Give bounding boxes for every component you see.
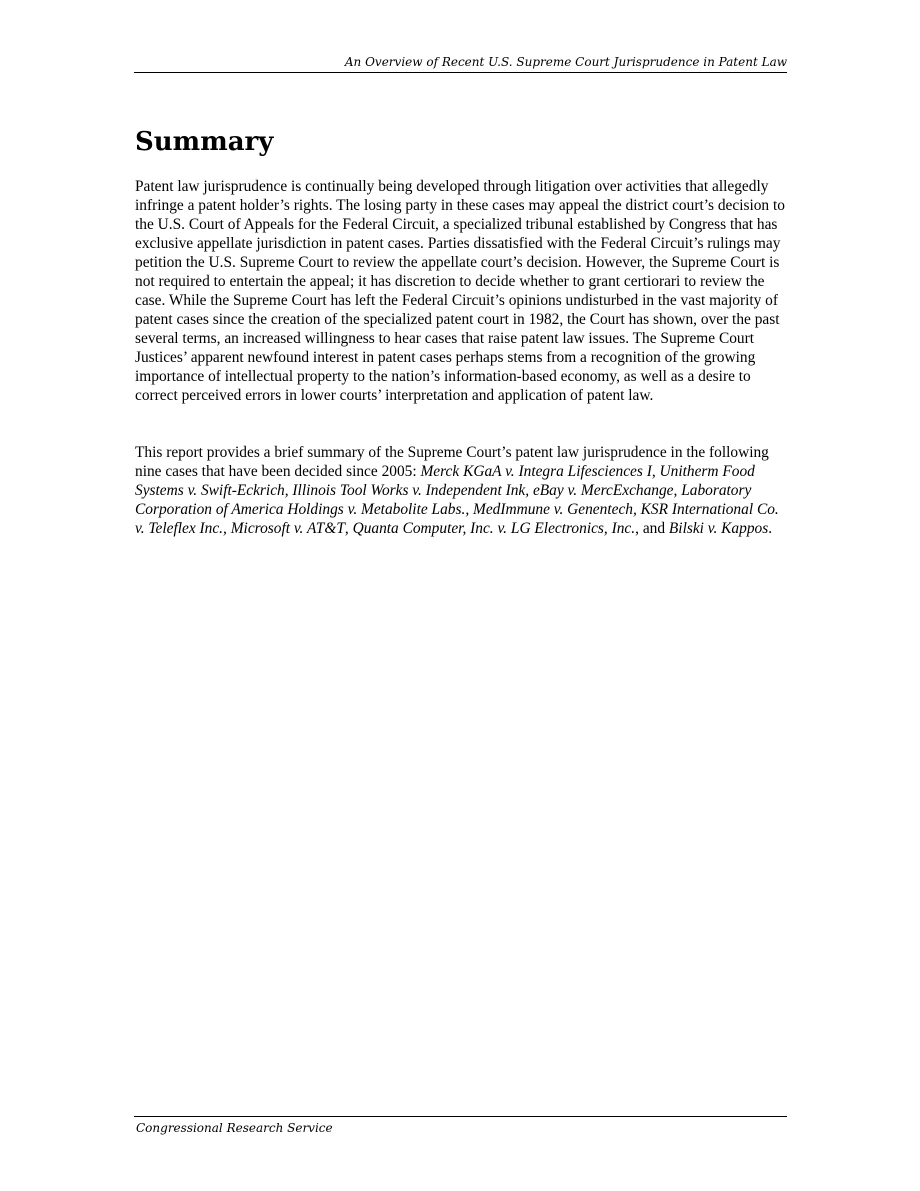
page-title: Summary — [135, 127, 274, 157]
paragraph-2-end: . — [768, 520, 773, 537]
case-list-last: Bilski v. Kappos — [668, 520, 769, 537]
running-footer: Congressional Research Service — [136, 1121, 333, 1135]
paragraph-2-intro: This report provides a brief summary of the Supreme Court’s patent law jurisprudence in the following nine cases that have been decided since 2005: — [135, 444, 769, 480]
summary-paragraph-1: Patent law jurisprudence is continually being developed through litigation over activities that allegedly infringe a patent holder’s rights. The losing party in these cases may appeal the district court’s decision to the U.S. Court of Appeals for the Federal Circuit, a specialized tribunal established by Congress that has exclusive appellate jurisdiction in patent cases. Parties dissatisfied with the Federal Circuit’s rulings may petition the U.S. Supreme Court to review the appellate court’s decision. However, the Supreme Court is not required to entertain the appeal; it has discretion to decide whether to grant certiorari to review the case. While the Supreme Court has left the Federal Circuit’s opinions undisturbed in the vast majority of patent cases since the creation of the specialized patent court in 1982, the Court has shown, over the past several terms, an increased willingness to hear cases that raise patent law issues. The Supreme Court Justices’ apparent newfound interest in patent cases perhaps stems from a recognition of the growing importance of intellectual property to the nation’s information-based economy, as well as a desire to correct perceived errors in lower courts’ interpretation and application of patent law. — [135, 178, 785, 404]
summary-paragraph-2 — [135, 443, 787, 538]
case-list-group-1: Merck KGaA v. Integra Lifesciences I, Unitherm Food Systems v. Swift-Eckrich, Illinois Tool Works v. Independent Ink, eBay v. MercExchange, Laboratory Corporation of America Holdings v. Metabolite Labs., MedImmune v. Genentech, KSR International Co. v. Teleflex Inc., Microsoft v. AT&T — [135, 463, 779, 537]
running-header: An Overview of Recent U.S. Supreme Court Jurisprudence in Patent Law — [344, 55, 787, 69]
header-divider — [134, 72, 787, 73]
case-list-conjunction: , and — [635, 520, 669, 537]
case-list-group-2: Quanta Computer, Inc. v. LG Electronics, Inc. — [352, 520, 636, 537]
footer-divider — [134, 1116, 787, 1117]
case-list-separator: , — [344, 520, 353, 537]
